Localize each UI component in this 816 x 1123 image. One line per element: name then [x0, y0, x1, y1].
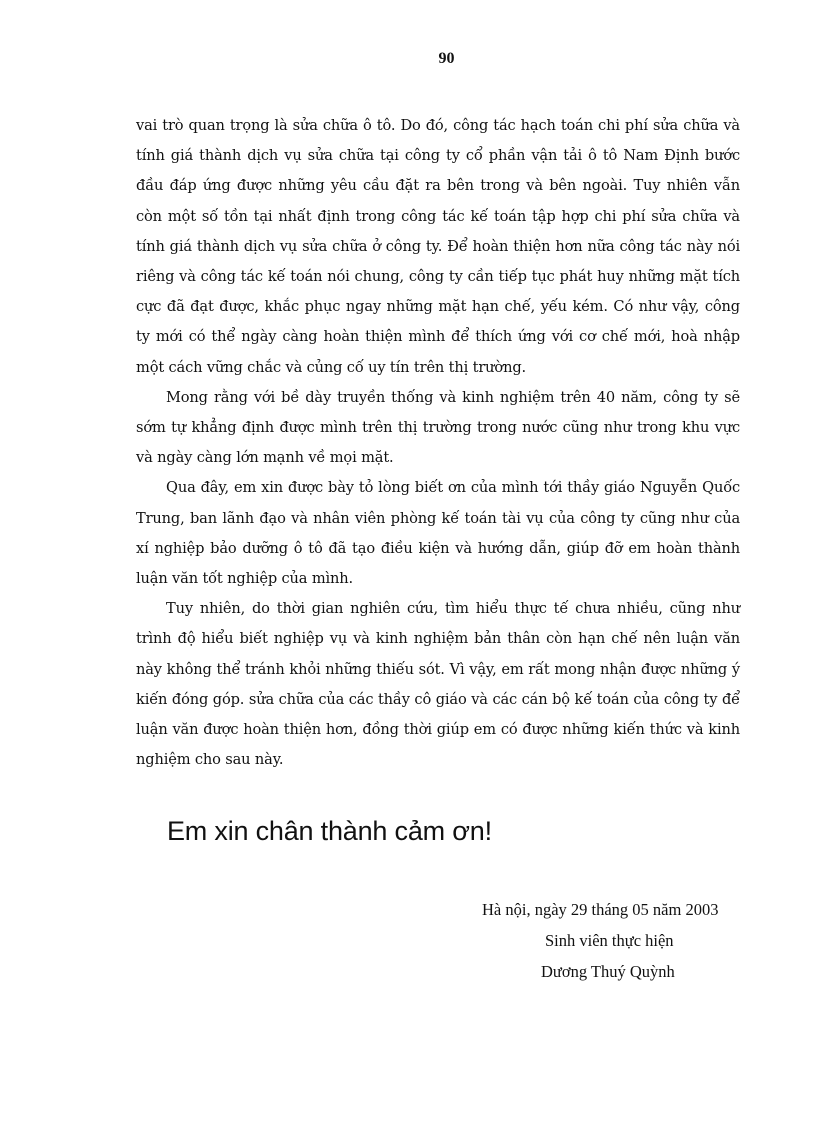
paragraph-gratitude: Qua đây, em xin được bày tỏ lòng biết ơn của mình tới thầy giáo Nguyễn Quốc Trung, ban lãnh đạo và nhân viên phòng kế toán tài vụ của công ty cũng như của xí nghiệp bảo dưỡng ô tô đã tạo điều kiện và hướng dẫn, giúp đỡ em hoàn thành luận văn tốt nghiệp của mình. [136, 479, 740, 588]
signature-name: Dương Thuý Quỳnh [541, 962, 675, 981]
signature-block [482, 894, 740, 987]
paragraph-shortcomings: Tuy nhiên, do thời gian nghiên cứu, tìm hiểu thực tế chưa nhiều, cũng như trình độ hiểu biết nghiệp vụ và kinh nghiệm bản thân còn hạn chế nên luận văn này không thể tránh khỏi những thiếu sót. Vì vậy, em rất mong nhận được những ý kiến đóng góp. sửa chữa của các thầy cô giáo và các cán bộ kế toán của công ty để luận văn được hoàn thiện hơn, đồng thời giúp em có được những kiến thức và kinh nghiệm cho sau này. [136, 600, 740, 769]
signature-role: Sinh viên thực hiện [545, 931, 674, 950]
paragraph-hope: Mong rằng với bề dày truyền thống và kinh nghiệm trên 40 năm, công ty sẽ sớm tự khẳng định được mình trên thị trường trong nước cũng như trong khu vực và ngày càng lớn mạnh về mọi mặt. [136, 388, 740, 467]
paragraph-conclusion: vai trò quan trọng là sửa chữa ô tô. Do đó, công tác hạch toán chi phí sửa chữa và tính giá thành dịch vụ sửa chữa tại công ty cổ phần vận tải ô tô Nam Định bước đầu đáp ứng được những yêu cầu đặt ra bên trong và bên ngoài. Tuy nhiên vẫn còn một số tồn tại nhất định trong công tác kế toán tập hợp chi phí sửa chữa và tính giá thành dịch vụ sửa chữa ở công ty. Để hoàn thiện hơn nữa công tác này nói riêng và công tác kế toán nói chung, công ty cần tiếp tục phát huy những mặt tích cực đã đạt được, khắc phục ngay những mặt hạn chế, yếu kém. Có như vậy, công ty mới có thể ngày càng hoàn thiện mình để thích ứng với cơ chế mới, hoà nhập một cách vững chắc và củng cố uy tín trên thị trường. [136, 117, 740, 376]
signature-date: Hà nội, ngày 29 tháng 05 năm 2003 [482, 900, 719, 919]
page-number: 90 [438, 50, 455, 67]
body-text [136, 111, 740, 775]
closing-thanks: Em xin chân thành cảm ơn! [167, 816, 492, 846]
